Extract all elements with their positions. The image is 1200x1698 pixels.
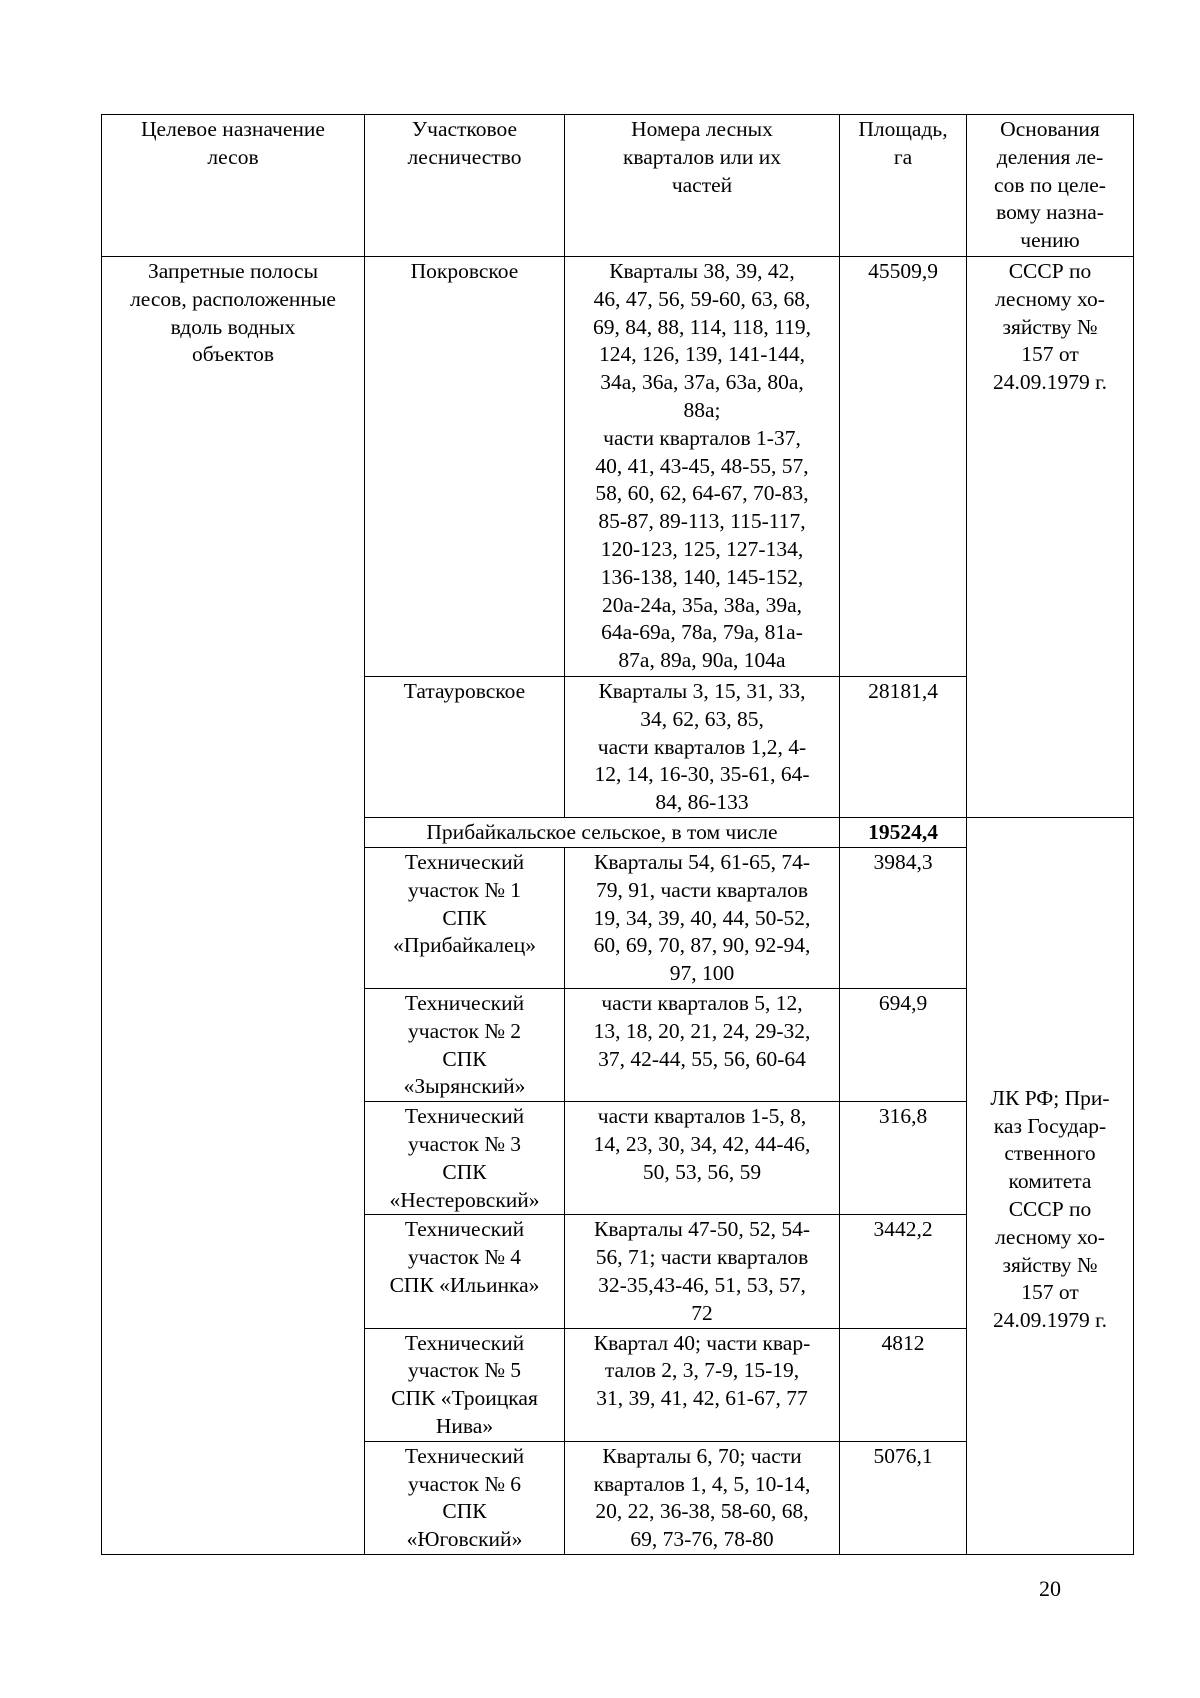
cell-district: Технический участок № 2 СПК «Зырянский» (365, 989, 565, 1102)
cell-area: 316,8 (840, 1102, 967, 1215)
cell-basis-2 (967, 818, 1134, 1555)
table-header-row (102, 115, 1134, 257)
cell-district: Технический участок № 1 СПК «Прибайкалец» (365, 848, 565, 989)
header-quarters: Номера лесных кварталов или их частей (565, 115, 840, 257)
cell-quarters: Кварталы 47-50, 52, 54- 56, 71; части кварталов 32-35,43-46, 51, 53, 57, 72 (565, 1215, 840, 1328)
cell-quarters: части кварталов 5, 12, 13, 18, 20, 21, 24, 29-32, 37, 42-44, 55, 56, 60-64 (565, 989, 840, 1102)
cell-district: Покровское (365, 257, 565, 677)
page-number: 20 (1039, 1576, 1061, 1601)
cell-area: 45509,9 (840, 257, 967, 677)
cell-area: 3984,3 (840, 848, 967, 989)
header-basis: Основания деления ле- сов по целе- вому назна- чению (967, 115, 1134, 257)
header-purpose: Целевое назначение лесов (102, 115, 365, 257)
basis-2-text: ЛК РФ; При- каз Государ- ственного комитета СССР по лесному хо- зяйству № 157 от 24.09.1979 г. (990, 1085, 1110, 1333)
cell-area: 694,9 (840, 989, 967, 1102)
cell-district: Технический участок № 3 СПК «Нестеровский» (365, 1102, 565, 1215)
cell-quarters: Кварталы 38, 39, 42, 46, 47, 56, 59-60, 63, 68, 69, 84, 88, 114, 118, 119, 124, 126, 139, 141-144, 34а, 36а, 37а, 63а, 80а, 88а; части кварталов 1-37, 40, 41, 43-45, 48-55, 57, 58, 60, 62, 64-67, 70-83, 85-87, 89-113, 115-117, 120-123, 125, 127-134, 136-138, 140, 145-152, 20а-24а, 35а, 38а, 39а, 64а-69а, 78а, 79а, 81а- 87а, 89а, 90а, 104а (565, 257, 840, 677)
cell-subtotal-area: 19524,4 (840, 818, 967, 848)
forest-purpose-table (101, 114, 1134, 1555)
cell-district: Татауровское (365, 677, 565, 818)
cell-area: 28181,4 (840, 677, 967, 818)
cell-purpose: Запретные полосы лесов, расположенные вдоль водных объектов (102, 257, 365, 1555)
cell-subtotal-label: Прибайкальское сельское, в том числе (365, 818, 840, 848)
cell-quarters: Кварталы 3, 15, 31, 33, 34, 62, 63, 85, части кварталов 1,2, 4- 12, 14, 16-30, 35-61, 64- 84, 86-133 (565, 677, 840, 818)
cell-quarters: Кварталы 54, 61-65, 74- 79, 91, части кварталов 19, 34, 39, 40, 44, 50-52, 60, 69, 70, 87, 90, 92-94, 97, 100 (565, 848, 840, 989)
table-row (102, 257, 1134, 677)
header-district: Участковое лесничество (365, 115, 565, 257)
cell-district: Технический участок № 5 СПК «Троицкая Нива» (365, 1328, 565, 1441)
cell-quarters: Кварталы 6, 70; части кварталов 1, 4, 5, 10-14, 20, 22, 36-38, 58-60, 68, 69, 73-76, 78-80 (565, 1441, 840, 1554)
cell-area: 4812 (840, 1328, 967, 1441)
cell-area: 3442,2 (840, 1215, 967, 1328)
cell-area: 5076,1 (840, 1441, 967, 1554)
cell-quarters: Квартал 40; части квар- талов 2, 3, 7-9, 15-19, 31, 39, 41, 42, 61-67, 77 (565, 1328, 840, 1441)
cell-basis: СССР по лесному хо- зяйству № 157 от 24.09.1979 г. (967, 257, 1134, 818)
cell-district: Технический участок № 4 СПК «Ильинка» (365, 1215, 565, 1328)
cell-quarters: части кварталов 1-5, 8, 14, 23, 30, 34, 42, 44-46, 50, 53, 56, 59 (565, 1102, 840, 1215)
header-area: Площадь, га (840, 115, 967, 257)
cell-district: Технический участок № 6 СПК «Юговский» (365, 1441, 565, 1554)
